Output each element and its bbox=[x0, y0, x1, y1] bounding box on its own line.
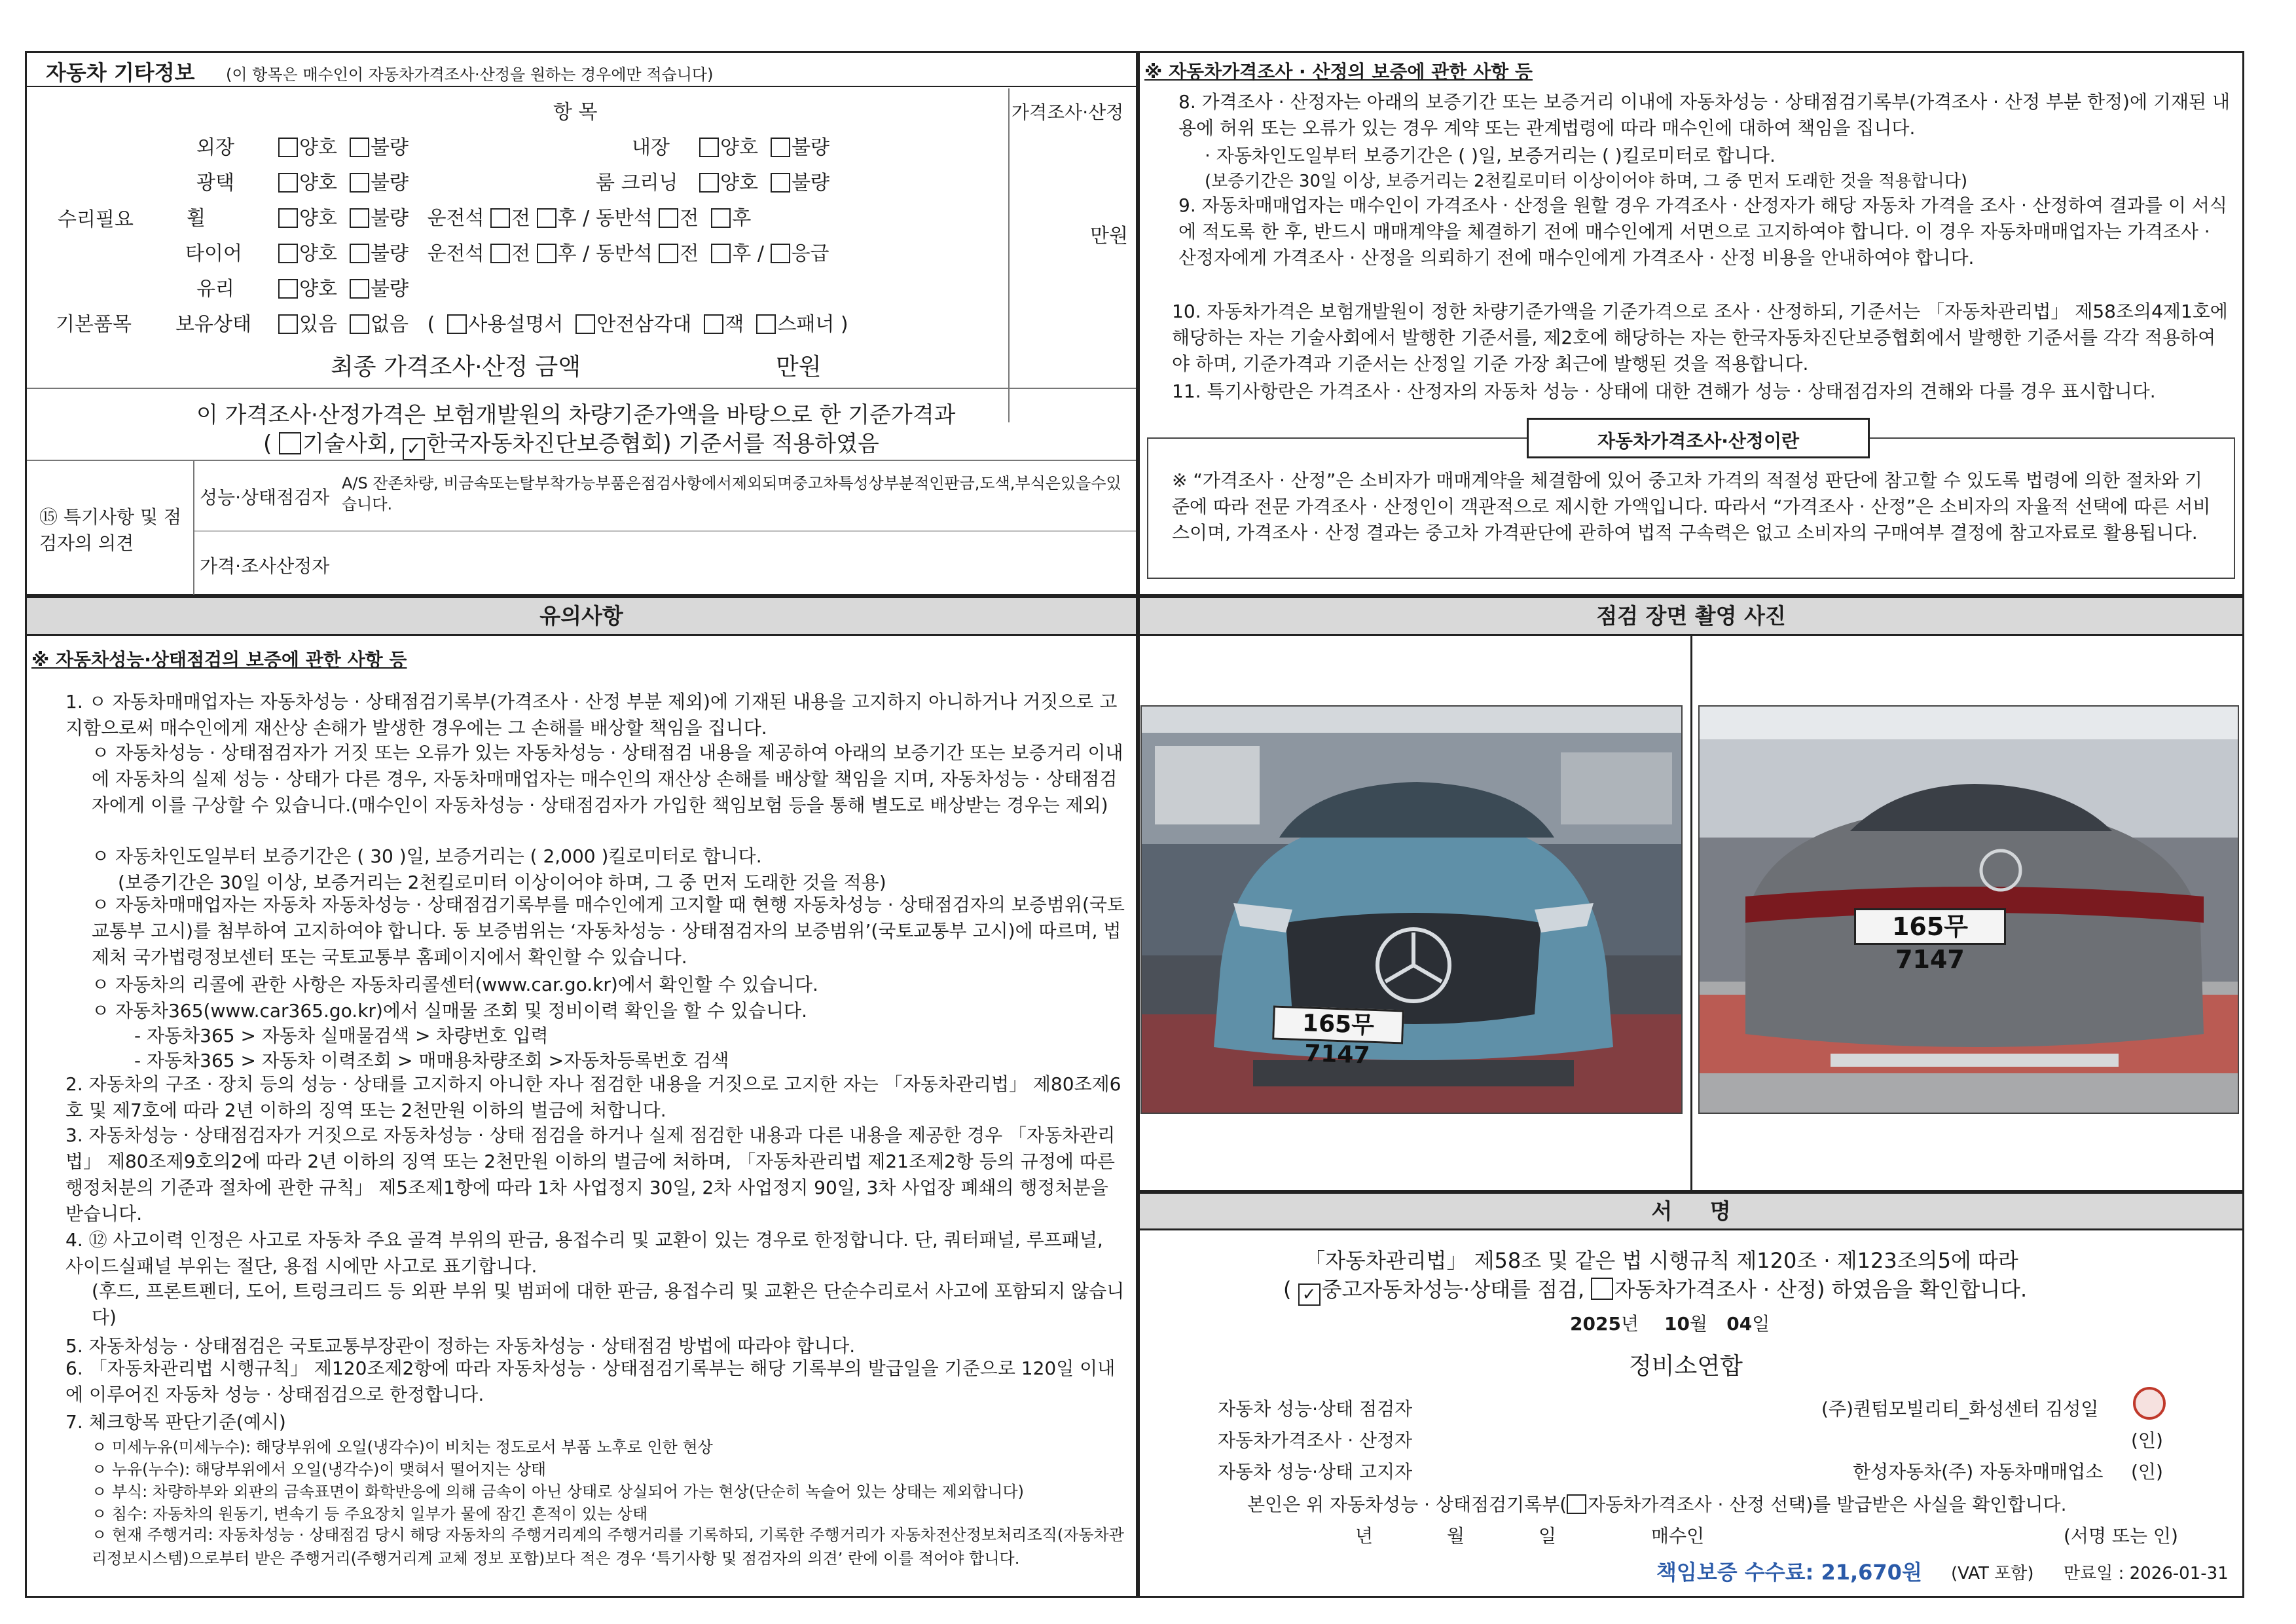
notice-title: ※ 자동차성능·상태점검의 보증에 관한 사항 등 bbox=[31, 649, 407, 671]
other-info-title: 자동차 기타정보 bbox=[46, 60, 195, 85]
notice-item-7a: ㅇ 미세누유(미세누수): 해당부위에 오일(냉각수)이 비치는 정도로서 부품 노후로 인한 현상 bbox=[92, 1438, 713, 1456]
warranty-item-11: 11. 특기사항란은 가격조사 · 산정자의 자동차 성능 · 상태에 대한 견해가 성능 · 상태점검자의 견해와 다를 경우 표시합니다. bbox=[1172, 380, 2156, 402]
expiry-date: 만료일 : 2026-01-31 bbox=[2064, 1564, 2229, 1583]
glass-options: 양호 불량 bbox=[278, 272, 409, 301]
notice-item-1c: ㅇ 자동차인도일부터 보증기간은 ( 30 )일, 보증거리는 ( 2,000 )킬로미터로 합니다. bbox=[92, 845, 762, 867]
other-info-note: (이 항목은 매수인이 자동차가격조사·산정을 원하는 경우에만 적습니다) bbox=[226, 65, 714, 84]
tech-society-checkbox[interactable] bbox=[279, 432, 301, 454]
price-inspector-sign-label: 자동차가격조사 · 산정자 bbox=[1218, 1430, 1413, 1451]
wheel-label: 휠 bbox=[187, 207, 206, 230]
room-clean-good-checkbox[interactable] bbox=[699, 173, 719, 193]
divider bbox=[194, 530, 1136, 532]
exterior-good-checkbox[interactable] bbox=[278, 138, 298, 157]
buyer-label: 매수인 bbox=[1651, 1525, 1705, 1547]
sign-date: 2025년 10월 04일 bbox=[1570, 1313, 1770, 1335]
notifier-label: 자동차 성능·상태 고지자 bbox=[1218, 1461, 1413, 1483]
basis-line-2: ( 기술사회, ✓ 한국자동차진단보증협회) 기준서를 적용하였음 bbox=[263, 431, 879, 459]
notice-item-4b: (후드, 프론트펜더, 도어, 트렁크리드 등 외판 부위 및 범퍼에 대한 판금, 용접수리 및 교환은 단순수리로서 사고에 포함되지 않습니다) bbox=[92, 1280, 1125, 1328]
notice-item-1e: ㅇ 자동차의 리콜에 관한 사항은 자동차리콜센터(www.car.go.kr)에서 확인할 수 있습니다. bbox=[92, 974, 818, 995]
tire-driver-front-checkbox[interactable] bbox=[490, 244, 510, 263]
used-car-check-checkbox[interactable]: ✓ bbox=[1298, 1283, 1321, 1306]
exterior-options: 양호 불량 bbox=[278, 131, 409, 160]
spanner-checkbox[interactable] bbox=[756, 314, 776, 334]
final-amount-unit: 만원 bbox=[776, 354, 822, 380]
warranty-item-8-sub1: · 자동차인도일부터 보증기간은 ( )일, 보증거리는 ( )킬로미터로 합니다. bbox=[1205, 145, 1776, 166]
basis-line-1: 이 가격조사·산정가격은 보험개발원의 차량기준가액을 바탕으로 한 기준가격과 bbox=[196, 402, 956, 428]
basic-items-options: 있음 없음 ( 사용설명서 안전삼각대 잭 스패너 ) bbox=[278, 308, 848, 337]
price-survey-checkbox[interactable] bbox=[1591, 1278, 1613, 1300]
union-name: 정비소연합 bbox=[1629, 1353, 1743, 1380]
basic-items-label: 기본품목 bbox=[56, 313, 132, 336]
notice-item-1a: 1. ㅇ 자동차매매업자는 자동차성능 · 상태점검기록부(가격조사 · 산정 부분 제외)에 기재된 내용을 고지하지 아니하거나 거짓으로 고지함으로써 매수인에게 재산상 손해가 발생한 경우에는 그 손해를 배상할 책임을 집니다. bbox=[65, 691, 1118, 739]
fee-label: 책임보증 수수료: 21,670원 bbox=[1656, 1560, 1922, 1585]
photo-header: 점검 장면 촬영 사진 bbox=[1140, 598, 2242, 636]
gloss-good-checkbox[interactable] bbox=[278, 173, 298, 193]
notice-item-7c: ㅇ 부식: 차량하부와 외판의 금속표면이 화학반응에 의해 금속이 아닌 상태로 상실되어 가는 현상(단순히 녹슬어 있는 상태는 제외합니다) bbox=[92, 1483, 1024, 1501]
jack-checkbox[interactable] bbox=[704, 314, 723, 334]
perf-inspector-note: A/S 잔존차량, 비금속또는탈부착가능부품은점검사항에서제외되며중고차특성상부분적인판금,도색,부식은있을수있습니다. bbox=[342, 474, 1121, 513]
none-checkbox[interactable] bbox=[350, 314, 369, 334]
front-car-illustration bbox=[1142, 707, 1683, 1114]
tire-bad-checkbox[interactable] bbox=[350, 244, 369, 263]
inspector-value: (주)퀀텀모빌리티_화성센터 김성일 bbox=[1821, 1398, 2099, 1420]
receipt-year: 년 bbox=[1355, 1525, 1374, 1547]
tire-passenger-rear-checkbox[interactable] bbox=[711, 244, 731, 263]
sign-law-line: 「자동차관리법」 제58조 및 같은 법 시행규칙 제120조 · 제123조의5에 따라 bbox=[1304, 1248, 2018, 1273]
tire-emergency-checkbox[interactable] bbox=[771, 244, 790, 263]
signature-header: 서 명 bbox=[1140, 1194, 2242, 1230]
notice-item-6: 6. 「자동차관리법 시행규칙」 제120조제2항에 따라 자동차성능 · 상태점검기록부는 해당 기록부의 발급일을 기준으로 120일 이내에 이루어진 자동차 성능 · 상태점검으로 한정합니다. bbox=[65, 1357, 1116, 1405]
interior-label: 내장 bbox=[632, 136, 670, 159]
inspector-label: 자동차 성능·상태 점검자 bbox=[1218, 1398, 1413, 1420]
wheel-bad-checkbox[interactable] bbox=[350, 208, 369, 228]
notice-item-1b: ㅇ 자동차성능 · 상태점검자가 거짓 또는 오류가 있는 자동차성능 · 상태점검 내용을 제공하여 아래의 보증기간 또는 보증거리 이내에 자동차의 실제 성능 · 상태가 다른 경우, 자동차매매업자는 매수인의 재산상 손해를 배상할 책임을 지며, 자동차성능 · 상태점검자에게 이를 구상할 수 있습니다.(매수인이 자동차성능 · 상태점검자가 가입한 책임보험 등을 통해 별도로 배상받는 경우는 제외) bbox=[92, 742, 1123, 816]
divider bbox=[1690, 636, 1692, 1190]
wheel-options: 양호 불량 운전석 전 후 / 동반석 전 후 bbox=[278, 202, 751, 231]
divider bbox=[27, 388, 1136, 389]
warranty-item-8-sub2: (보증기간은 30일 이상, 보증거리는 2천킬로미터 이상이어야 하며, 그 중 먼저 도래한 것을 적용합니다) bbox=[1205, 172, 1968, 191]
definition-title: 자동차가격조사·산정이란 bbox=[1597, 430, 1800, 452]
room-clean-options: 양호 불량 bbox=[699, 166, 829, 195]
tire-label: 타이어 bbox=[185, 242, 242, 265]
room-clean-bad-checkbox[interactable] bbox=[771, 173, 790, 193]
receipt-day: 일 bbox=[1539, 1525, 1557, 1547]
triangle-checkbox[interactable] bbox=[575, 314, 595, 334]
receipt-price-checkbox[interactable] bbox=[1567, 1494, 1586, 1514]
notice-item-4: 4. ⑫ 사고이력 인정은 사고로 자동차 주요 골격 부위의 판금, 용접수리 및 교환이 있는 경우로 한정합니다. 단, 쿼터패널, 루프패널, 사이드실패널 부위는 절단, 용접 시에만 사고로 표기합니다. bbox=[65, 1229, 1103, 1277]
notifier-seal: (인) bbox=[2131, 1461, 2163, 1483]
warranty-item-10: 10. 자동차가격은 보험개발원이 정한 차량기준가액을 기준가격으로 조사 · 산정하되, 기준서는 「자동차관리법」 제58조의4제1호에 해당하는 자는 기술사회에서 발행한 기준서를, 제2호에 해당하는 자는 한국자동차진단보증협회에서 발행한 기준서를 각각 적용하여야 하며, 기준가격과 기준서는 산정일 기준 가장 최근에 발행된 것을 적용합니다. bbox=[1172, 301, 2228, 375]
perf-inspector-label: 성능·상태점검자 bbox=[200, 487, 330, 508]
notice-item-1c2: (보증기간은 30일 이상, 보증거리는 2천킬로미터 이상이어야 하며, 그 중 먼저 도래한 것을 적용) bbox=[118, 872, 886, 893]
rear-license-plate: 165무 7147 bbox=[1854, 908, 2006, 945]
interior-bad-checkbox[interactable] bbox=[771, 138, 790, 157]
definition-box-top-right bbox=[1870, 437, 2235, 439]
gloss-options: 양호 불량 bbox=[278, 166, 409, 195]
repair-label: 수리필요 bbox=[58, 208, 134, 231]
divider bbox=[1008, 88, 1010, 422]
notice-item-1d: ㅇ 자동차매매업자는 자동차 자동차성능 · 상태점검기록부를 매수인에게 고지할 때 현행 자동차성능 · 상태점검자의 보증범위(국토교통부 고시)를 첨부하여 고지하여야 합니다. 동 보증범위는 ‘자동차성능 · 상태점검자의 보증범위’(국토교통부 고시)에 따르며, 법제처 국가법령정보센터 또는 국토교통부 홈페이지에서 확인할 수 있습니다. bbox=[92, 894, 1125, 968]
tire-passenger-front-checkbox[interactable] bbox=[659, 244, 678, 263]
price-unit: 만원 bbox=[1090, 225, 1128, 248]
tire-options: 양호 불량 운전석 전 후 / 동반석 전 후 / 응급 bbox=[278, 237, 829, 266]
glass-good-checkbox[interactable] bbox=[278, 279, 298, 299]
col-item-header: 항 목 bbox=[553, 101, 598, 124]
buyer-sign-or-seal: (서명 또는 인) bbox=[2064, 1525, 2178, 1547]
notice-item-1f: ㅇ 자동차365(www.car365.go.kr)에서 실매물 조회 및 정비이력 확인을 할 수 있습니다. bbox=[92, 1000, 807, 1022]
interior-options: 양호 불량 bbox=[699, 131, 829, 160]
glass-label: 유리 bbox=[196, 278, 234, 301]
possess-label: 보유상태 bbox=[175, 313, 251, 336]
front-license-plate: 165무 7147 bbox=[1272, 1006, 1404, 1044]
glass-bad-checkbox[interactable] bbox=[350, 279, 369, 299]
assoc-checkbox[interactable]: ✓ bbox=[403, 438, 425, 460]
exterior-bad-checkbox[interactable] bbox=[350, 138, 369, 157]
notice-item-7e: ㅇ 현재 주행거리: 자동차성능 · 상태점검 당시 해당 자동차의 주행거리계의 주행거리를 기록하되, 기록한 주행거리가 자동차전산정보처리조직(자동차관리정보시스템)으로부터 받은 주행거리(주행거리계 교체 정보 포함)보다 적은 경우 ‘특기사항 및 점검자의 의견’ 란에 이를 적어야 합니다. bbox=[92, 1526, 1124, 1568]
divider bbox=[193, 461, 194, 595]
definition-text: ※ “가격조사 · 산정”은 소비자가 매매계약을 체결함에 있어 중고차 가격의 적절성 판단에 참고할 수 있도록 법령에 의한 절차와 기준에 따라 전문 가격조사 · 산정인이 객관적으로 제시한 가액입니다. 따라서 “가격조사 · 산정”은 소비자의 자율적 선택에 따른 서비스이며, 가격조사 · 산정 결과는 중고차 가격판단에 관하여 법적 구속력은 없고 소비자의 구매여부 결정에 참고자료로 활용됩니다. bbox=[1172, 470, 2211, 544]
price-inspector-label: 가격·조사산정자 bbox=[200, 555, 330, 577]
price-warranty-title: ※ 자동차가격조사 · 산정의 보증에 관한 사항 등 bbox=[1144, 61, 1533, 83]
notice-item-1g: - 자동차365 > 자동차 실매물검색 > 차량번호 입력 bbox=[134, 1025, 549, 1046]
sign-confirm-line: ( ✓ 중고자동차성능·상태를 점검, 자동차가격조사 · 산정) 하였음을 확인합니다. bbox=[1283, 1277, 2028, 1304]
wheel-passenger-front-checkbox[interactable] bbox=[659, 208, 678, 228]
price-inspector-seal: (인) bbox=[2131, 1430, 2163, 1451]
final-amount-label: 최종 가격조사·산정 금액 bbox=[331, 354, 581, 380]
notice-item-3: 3. 자동차성능 · 상태점검자가 거짓으로 자동차성능 · 상태 점검을 하거나 실제 점검한 내용과 다른 내용을 제공한 경우 「자동차관리법」 제80조제9호의2에 따라 2년 이하의 징역 또는 2천만원 이하의 벌금에 처하며, 「자동차관리법 제21조제2항 등의 규정에 따른 행정처분의 기준과 절차에 관한 규칙」 제5조제1항에 따라 1차 사업정지 30일, 2차 사업정지 90일, 3차 사업장 폐쇄의 행정처분을 받습니다. bbox=[65, 1124, 1116, 1225]
notice-header: 유의사항 bbox=[27, 598, 1136, 636]
have-checkbox[interactable] bbox=[278, 314, 298, 334]
notifier-value: 한성자동차(주) 자동차매매업소 bbox=[1853, 1461, 2104, 1483]
exterior-row: 외장 bbox=[196, 136, 234, 159]
warranty-item-9: 9. 자동차매매업자는 매수인이 가격조사 · 산정을 원할 경우 가격조사 · 산정자가 해당 자동차 가격을 조사 · 산정하여 결과를 이 서식에 적도록 한 후, 반드시 매매계약을 체결하기 전에 매수인에게 서면으로 고지하여야 합니다. 이 경우 자동차매매업자는 가격조사 · 산정자에게 가격조사 · 산정을 의뢰하기 전에 매수인에게 가격조사 · 산정 비용을 안내하여야 합니다. bbox=[1178, 194, 2227, 268]
receipt-month: 월 bbox=[1447, 1525, 1465, 1547]
wheel-good-checkbox[interactable] bbox=[278, 208, 298, 228]
red-seal-stamp bbox=[2133, 1387, 2166, 1420]
fee-vat: (VAT 포함) bbox=[1951, 1564, 2034, 1583]
gloss-bad-checkbox[interactable] bbox=[350, 173, 369, 193]
rear-car-photo bbox=[1698, 705, 2239, 1114]
notice-item-5: 5. 자동차성능 · 상태점검은 국토교통부장관이 정하는 자동차성능 · 상태점검 방법에 따라야 합니다. bbox=[65, 1335, 856, 1357]
wheel-driver-rear-checkbox[interactable] bbox=[537, 208, 556, 228]
notice-item-7: 7. 체크항목 판단기준(예시) bbox=[65, 1411, 286, 1433]
notice-item-2: 2. 자동차의 구조 · 장치 등의 성능 · 상태를 고지하지 아니한 자나 점검한 내용을 거짓으로 고지한 자는 「자동차관리법」 제80조제6호 및 제7호에 따라 2년 이하의 징역 또는 2천만원 이하의 벌금에 처합니다. bbox=[65, 1073, 1121, 1121]
col-price-header: 가격조사·산정 bbox=[1011, 101, 1124, 123]
interior-good-checkbox[interactable] bbox=[699, 138, 719, 157]
room-clean-label: 룸 크리닝 bbox=[596, 172, 678, 194]
gloss-label: 광택 bbox=[196, 172, 234, 194]
tire-good-checkbox[interactable] bbox=[278, 244, 298, 263]
warranty-item-8: 8. 가격조사 · 산정자는 아래의 보증기간 또는 보증거리 이내에 자동차성능 · 상태점검기록부(가격조사 · 산정 부분 한정)에 기재된 내용에 허위 또는 오류가 있는 경우 계약 또는 관계법령에 따라 매수인에 대하여 책임을 집니다. bbox=[1178, 91, 2231, 139]
tire-driver-rear-checkbox[interactable] bbox=[537, 244, 556, 263]
special-notes-label: ⑮ 특기사항 및 점검자의 의견 bbox=[39, 506, 181, 554]
manual-checkbox[interactable] bbox=[447, 314, 467, 334]
wheel-driver-front-checkbox[interactable] bbox=[490, 208, 510, 228]
wheel-passenger-rear-checkbox[interactable] bbox=[711, 208, 731, 228]
receipt-line: 본인은 위 자동차성능 · 상태점검기록부( 자동차가격조사 · 산정 선택)를 발급받은 사실을 확인합니다. bbox=[1247, 1494, 2067, 1515]
definition-box-top-left bbox=[1147, 437, 1527, 439]
notice-item-7b: ㅇ 누유(누수): 해당부위에서 오일(냉각수)이 맺혀서 떨어지는 상태 bbox=[92, 1460, 547, 1479]
notice-item-7d: ㅇ 침수: 자동차의 원동기, 변속기 등 주요장치 일부가 물에 잠긴 흔적이 있는 상태 bbox=[92, 1505, 648, 1523]
front-car-photo bbox=[1140, 705, 1683, 1114]
notice-item-1h: - 자동차365 > 자동차 이력조회 > 매매용차량조회 >자동차등록번호 검색 bbox=[134, 1050, 729, 1071]
